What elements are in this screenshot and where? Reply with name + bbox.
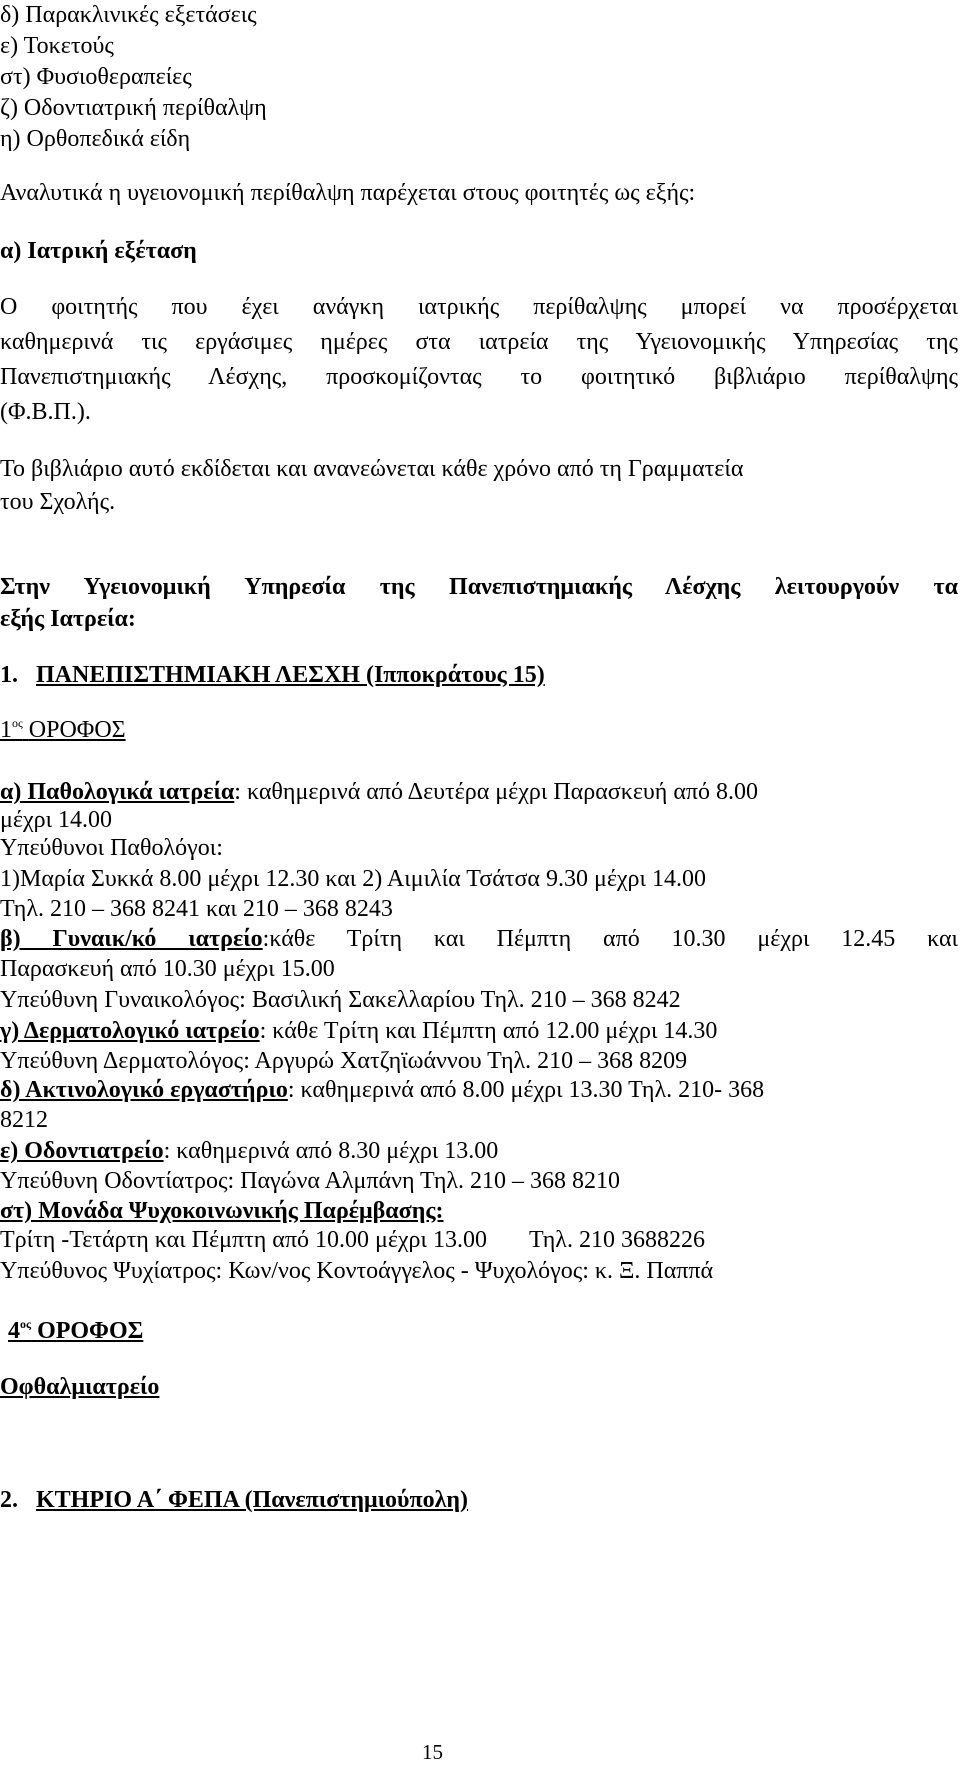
clinic-st-schedule: Τρίτη -Τετάρτη και Πέμπτη από 10.00 μέχρι 13.00 bbox=[0, 1227, 487, 1253]
floor1-heading bbox=[0, 715, 126, 745]
location1-number: 1. bbox=[0, 662, 18, 688]
intro-text: Αναλυτικά η υγειονομική περίθαλψη παρέχεται στους φοιτητές ως εξής: bbox=[0, 180, 696, 206]
paragraph1-line4: (Φ.Β.Π.). bbox=[0, 399, 91, 425]
clinic-st-title: στ) Μονάδα Ψυχοκοινωνικής Παρέμβασης: bbox=[0, 1198, 444, 1224]
clinic-st-line1 bbox=[0, 1225, 705, 1255]
floor1-number: 1 bbox=[0, 717, 12, 743]
clinic-a-title: α) Παθολογικά ιατρεία bbox=[0, 779, 235, 805]
floor1-sup: ος bbox=[12, 716, 23, 730]
list-item-h: η) Ορθοπεδικά είδη bbox=[0, 126, 191, 152]
location1-heading bbox=[0, 660, 545, 690]
clinic-e-title: ε) Οδοντιατρείο bbox=[0, 1138, 164, 1164]
section-a-heading: α) Ιατρική εξέταση bbox=[0, 238, 197, 264]
clinic-a-line2: μέχρι 14.00 bbox=[0, 807, 113, 833]
clinic-c-title: γ) Δερματολογικό ιατρείο bbox=[0, 1018, 260, 1044]
clinic-e-line1-text: : καθημερινά από 8.30 μέχρι 13.00 bbox=[163, 1138, 499, 1164]
floor4-sup: ος bbox=[20, 1317, 32, 1331]
clinic-a-line4: 1)Μαρία Συκκά 8.00 μέχρι 12.30 και 2) Αιμιλία Τσάτσα 9.30 μέχρι 14.00 bbox=[0, 866, 706, 892]
clinic-d-title: δ) Ακτινολογικό εργαστήριο bbox=[0, 1077, 288, 1103]
list-item-z: ζ) Οδοντιατρική περίθαλψη bbox=[0, 95, 267, 121]
clinic-e-line2: Υπεύθυνη Οδοντίατρος: Παγώνα Αλμπάνη Τηλ. 210 – 368 8210 bbox=[0, 1168, 621, 1194]
paragraph2-line2: του Σχολής. bbox=[0, 489, 116, 515]
list-item-d: δ) Παρακλινικές εξετάσεις bbox=[0, 2, 257, 28]
clinic-b-line1 bbox=[0, 924, 958, 954]
clinic-c-line2: Υπεύθυνη Δερματολόγος: Αργυρώ Χατζηϊωάννου Τηλ. 210 – 368 8209 bbox=[0, 1048, 688, 1074]
floor1-label: ΟΡΟΦΟΣ bbox=[28, 717, 126, 743]
location2-heading bbox=[0, 1485, 468, 1515]
floor4-label: ΟΡΟΦΟΣ bbox=[37, 1318, 144, 1344]
clinic-b-line1-text: :κάθε Τρίτη και Πέμπτη από 10.30 μέχρι 12.45 και bbox=[262, 926, 959, 952]
clinic-d-line2: 8212 bbox=[0, 1107, 48, 1133]
clinic-st-phone: Τηλ. 210 3688226 bbox=[528, 1227, 705, 1253]
clinic-a-line1-text: : καθημερινά από Δευτέρα μέχρι Παρασκευή από 8.00 bbox=[234, 779, 759, 805]
clinic-b-title: β) Γυναικ/κό ιατρείο bbox=[0, 926, 263, 952]
clinics-heading-line2: εξής Ιατρεία: bbox=[0, 606, 136, 632]
paragraph1-line2: καθημερινά τις εργάσιμες ημέρες στα ιατρεία της Υγειονομικής Υπηρεσίας της bbox=[0, 329, 958, 355]
list-item-st: στ) Φυσιοθεραπείες bbox=[0, 64, 192, 90]
ophthalmology-heading: Οφθαλμιατρείο bbox=[0, 1374, 160, 1400]
clinic-d-line1-text: : καθημερινά από 8.00 μέχρι 13.30 Τηλ. 210- 368 bbox=[287, 1077, 765, 1103]
clinic-a-line3: Υπεύθυνοι Παθολόγοι: bbox=[0, 835, 223, 861]
clinic-b-line3: Υπεύθυνη Γυναικολόγος: Βασιλική Σακελλαρίου Τηλ. 210 – 368 8242 bbox=[0, 987, 681, 1013]
location1-name: ΠΑΝΕΠΙΣΤΗΜΙΑΚΗ ΛΕΣΧΗ (Ιπποκράτους 15) bbox=[36, 662, 545, 688]
paragraph2-line1: Το βιβλιάριο αυτό εκδίδεται και ανανεώνεται κάθε χρόνο από τη Γραμματεία bbox=[0, 456, 744, 482]
clinic-a-phones: Τηλ. 210 – 368 8241 και 210 – 368 8243 bbox=[0, 896, 393, 922]
floor4-heading bbox=[8, 1316, 143, 1346]
clinic-b-line2: Παρασκευή από 10.30 μέχρι 15.00 bbox=[0, 956, 335, 982]
clinic-a-line1 bbox=[0, 777, 758, 807]
location2-name: ΚΤΗΡΙΟ Α΄ ΦΕΠΑ (Πανεπιστημιούπολη) bbox=[36, 1487, 469, 1513]
location2-number: 2. bbox=[0, 1487, 18, 1513]
paragraph1-line3: Πανεπιστημιακής Λέσχης, προσκομίζοντας το φοιτητικό βιβλιάριο περίθαλψης bbox=[0, 364, 958, 390]
clinic-e-line1 bbox=[0, 1136, 498, 1166]
floor4-number: 4 bbox=[8, 1318, 20, 1344]
list-item-e: ε) Τοκετούς bbox=[0, 33, 114, 59]
clinic-st-line2: Υπεύθυνος Ψυχίατρος: Κων/νος Κοντοάγγελος - Ψυχολόγος: κ. Ξ. Παππά bbox=[0, 1258, 714, 1284]
paragraph1-line1: Ο φοιτητής που έχει ανάγκη ιατρικής περίθαλψης μπορεί να προσέρχεται bbox=[0, 294, 958, 320]
page-number: 15 bbox=[422, 1740, 443, 1764]
clinics-heading-line1: Στην Υγειονομική Υπηρεσία της Πανεπιστημιακής Λέσχης λειτουργούν τα bbox=[0, 574, 958, 600]
clinic-c-line1-text: : κάθε Τρίτη και Πέμπτη από 12.00 μέχρι 14.30 bbox=[259, 1018, 718, 1044]
clinic-c-line1 bbox=[0, 1016, 717, 1046]
floor4-label-group bbox=[8, 1318, 143, 1344]
clinic-d-line1 bbox=[0, 1075, 764, 1105]
floor1-label-group bbox=[0, 717, 126, 743]
